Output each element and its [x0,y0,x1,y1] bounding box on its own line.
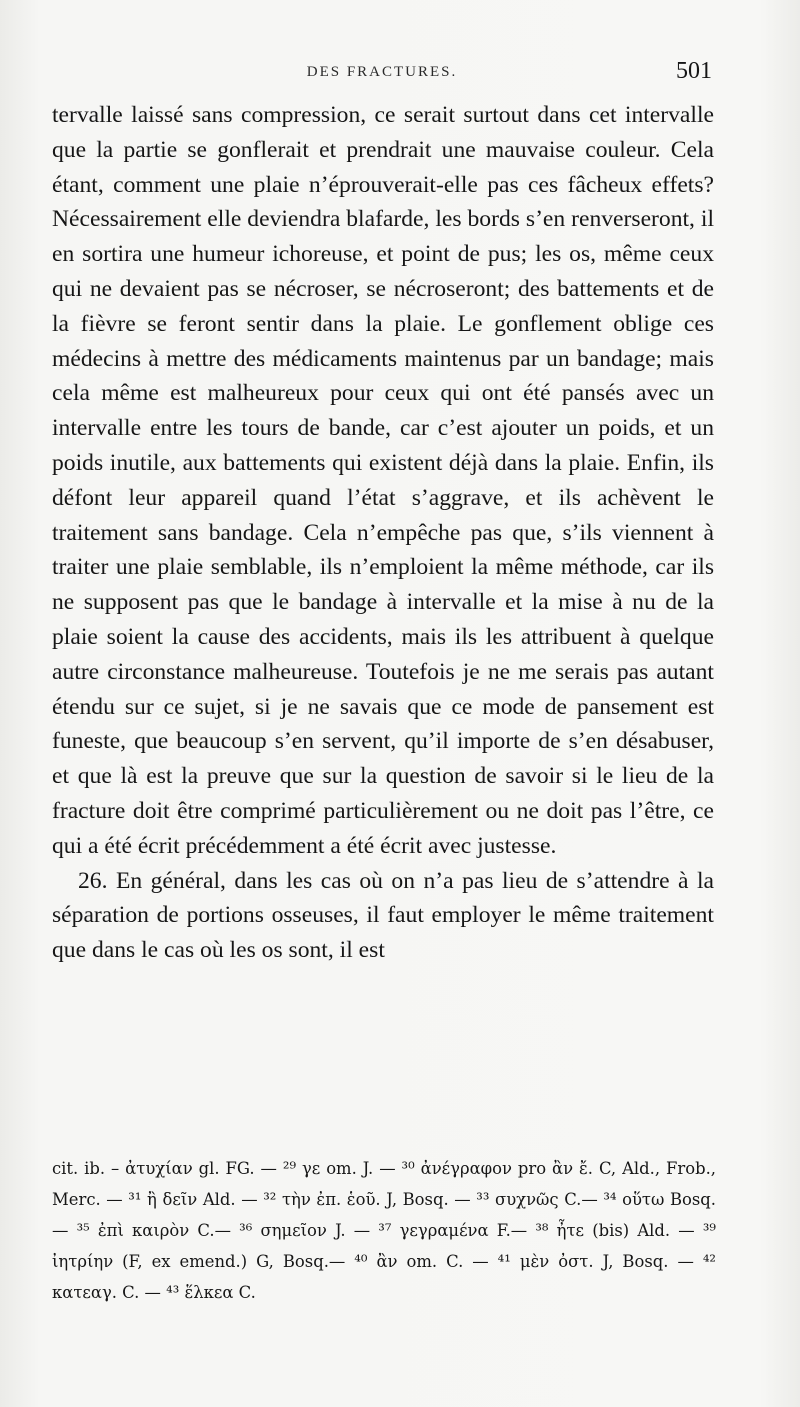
page-header [52,58,712,94]
paragraph-26: 26. En général, dans les cas où on n’a pas lieu de s’attendre à la séparation de portions osseuses, il faut employer le même traitement que dans le cas où les os sont, il est [52,867,714,964]
running-head: DES FRACTURES. [306,64,458,80]
footnote-text: cit. ib. – ἀτυχίαν gl. FG. — ²⁹ γε om. J. — ³⁰ ἀνέγραφον pro ἂν ἔ. C, Ald., Frob., Merc. — ³¹ ἢ δεῖν Ald. — ³² τὴν ἐπ. ἑοῦ. J, Bosq. — ³³ συχνῶς C.— ³⁴ οὕτω Bosq.— ³⁵ ἐπὶ καιρὸν C.— ³⁶ σημεῖον J. — ³⁷ γεγραμένα F.— ³⁸ ἦτε (bis) Ald. — ³⁹ ἰητρίην (F, ex emend.) G, Bosq.— ⁴⁰ ἂν om. C. — ⁴¹ μὲν ὀστ. J, Bosq. — ⁴² κατεαγ. C. — ⁴³ ἕλκεα C. [52,1159,716,1302]
paragraph-continuation: tervalle laissé sans compression, ce serait surtout dans cet intervalle que la partie se gonflerait et prendrait une mauvaise couleur. Cela étant, comment une plaie n’éprouverait-elle pas ces fâcheux effets? Nécessairement elle deviendra blafarde, les bords s’en renverseront, il en sortira une humeur ichoreuse, et point de pus; les os, même ceux qui ne devaient pas se nécroser, se nécroseront; des battements et de la fièvre se feront sentir dans la plaie. Le gonflement oblige ces médecins à mettre des médicaments maintenus par un bandage; mais cela même est malheureux pour ceux qui ont été pansés avec un intervalle entre les tours de bande, car c’est ajouter un poids, et un poids inutile, aux battements qui existent déjà dans la plaie. Enfin, ils défont leur appareil quand l’état s’aggrave, et ils achèvent le traitement sans bandage. Cela n’empêche pas que, s’ils viennent à traiter une plaie semblable, ils n’emploient la même méthode, car ils ne supposent pas que le bandage à intervalle et la mise à nu de la plaie soient la cause des accidents, mais ils les attribuent à quelque autre circonstance malheureuse. Toutefois je ne me serais pas autant étendu sur ce sujet, si je ne savais que ce mode de pansement est funeste, que beaucoup s’en servent, qu’il importe de s’en désabuser, et que là est la preuve que sur la question de savoir si le lieu de la fracture doit être comprimé particulièrement ou ne doit pas l’être, ce qui a été écrit précédemment a été écrit avec justesse. [52,102,714,859]
footnotes [52,1153,716,1308]
main-text [52,98,714,968]
page-number: 501 [676,58,712,84]
